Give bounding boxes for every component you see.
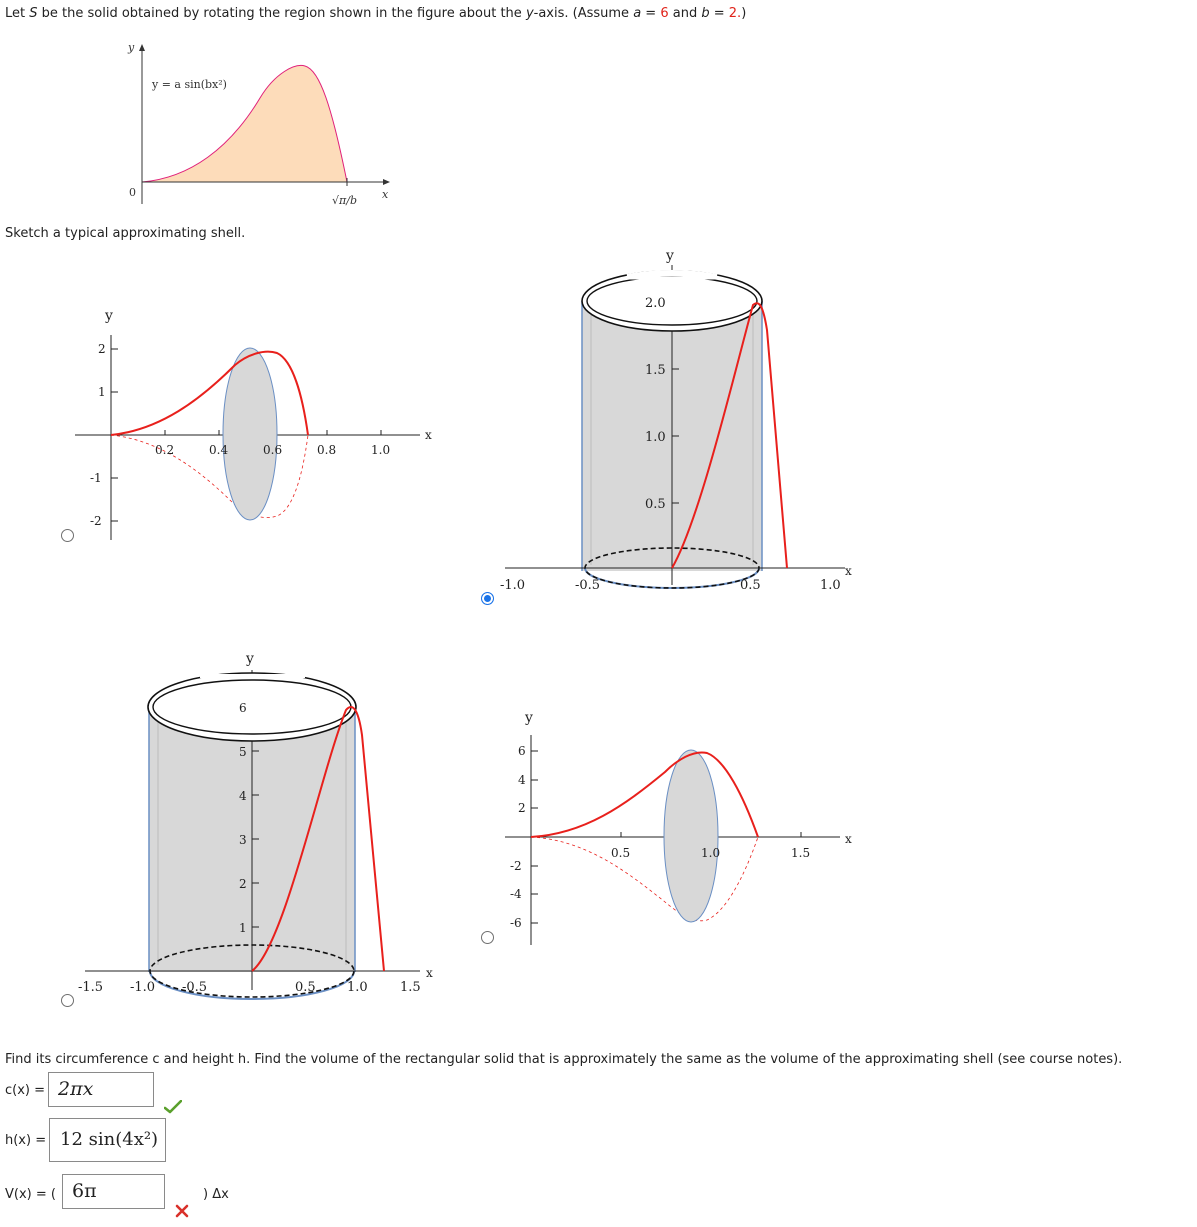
opt2-ytick-1: 1.5 (645, 363, 666, 378)
region-x-label: x (382, 188, 389, 201)
opt3-xtick-5: 1.5 (400, 980, 421, 995)
opt2-ytick-3: 0.5 (645, 497, 666, 512)
opt1-xtick-2: 0.6 (263, 443, 283, 457)
opt1-xtick-1: 0.4 (209, 443, 229, 457)
c-label: c(x) = (5, 1083, 46, 1098)
h-value: 12 sin(4x²) (60, 1129, 159, 1150)
option-2-radio[interactable] (481, 592, 494, 605)
opt3-ytick-4: 2 (239, 877, 247, 891)
opt3-x-label: x (426, 966, 433, 980)
opt3-ytick-0: 6 (239, 701, 247, 715)
opt4-ytick-2: 2 (518, 801, 526, 815)
opt1-xtick-0: 0.2 (155, 443, 175, 457)
opt4-xtick-1: 1.0 (701, 846, 721, 860)
opt1-ytick-2: -1 (90, 471, 102, 485)
opt3-xtick-4: 1.0 (347, 980, 368, 995)
v-label: V(x) = ( (5, 1187, 56, 1202)
region-x-arrow (383, 179, 390, 185)
v-value: 6π (72, 1180, 97, 1202)
opt4-ytick-4: -4 (510, 887, 522, 901)
region-origin-label: 0 (129, 186, 136, 199)
opt4-y-label: y (525, 710, 533, 726)
region-y-label: y (128, 41, 135, 54)
opt1-xtick-4: 1.0 (371, 443, 391, 457)
opt4-curve (531, 752, 758, 837)
sketch-prompt: Sketch a typical approximating shell. (5, 226, 246, 241)
opt2-x-label: x (845, 564, 852, 578)
region-curve-label: y = a sin(bx²) (152, 78, 227, 91)
opt1-ytick-0: 2 (98, 342, 106, 356)
opt1-y-label: y (105, 308, 113, 324)
region-figure (110, 38, 400, 213)
opt2-top-ellipse-inner (587, 277, 757, 325)
opt4-x-label: x (845, 832, 852, 846)
question-text: Let S be the solid obtained by rotating the region shown in the figure about the y-axis. (Assume a = 6 and b = 2.) (5, 6, 747, 21)
opt3-ytick-1: 5 (239, 745, 247, 759)
opt3-ytick-3: 3 (239, 833, 247, 847)
h-input[interactable] (49, 1118, 166, 1162)
opt2-xtick-0: -1.0 (500, 578, 526, 593)
opt1-curve (111, 352, 308, 435)
opt4-xtick-0: 0.5 (611, 846, 631, 860)
v-input[interactable] (62, 1174, 165, 1209)
option-4-radio[interactable] (481, 931, 494, 944)
c-input[interactable] (48, 1072, 154, 1107)
opt1-shell-ellipse (223, 348, 277, 520)
find-prompt: Find its circumference c and height h. Find the volume of the rectangular solid that is approximately the same as the volume of the approximating shell (see course notes). (5, 1052, 1123, 1067)
opt4-ytick-1: 4 (518, 773, 526, 787)
opt4-shell-ellipse (664, 750, 721, 922)
option-2-graph[interactable] (495, 240, 865, 600)
opt1-x-label: x (425, 428, 432, 442)
opt3-xtick-1: -1.0 (130, 980, 156, 995)
opt1-xtick-3: 0.8 (317, 443, 337, 457)
opt3-xtick-3: 0.5 (295, 980, 316, 995)
x-mark-icon (175, 1204, 189, 1218)
option-1-graph[interactable] (70, 300, 450, 550)
opt2-ytick-2: 1.0 (645, 430, 666, 445)
opt3-top-ellipse-inner (153, 680, 351, 734)
opt2-ytick-0: 2.0 (645, 296, 666, 311)
opt3-ytick-5: 1 (239, 921, 247, 935)
h-label: h(x) = (5, 1133, 47, 1148)
opt4-reflected-curve (531, 837, 758, 921)
v-suffix: ) Δx (203, 1187, 229, 1202)
opt4-ytick-3: -2 (510, 859, 522, 873)
region-end-label: √π/b (332, 194, 357, 207)
opt2-y-label: y (666, 248, 674, 264)
opt1-ytick-3: -2 (90, 514, 102, 528)
opt3-xtick-0: -1.5 (78, 980, 104, 995)
check-icon (164, 1100, 182, 1114)
opt3-xtick-2: -0.5 (182, 980, 208, 995)
opt3-y-label: y (246, 651, 254, 667)
option-4-graph[interactable] (495, 700, 865, 950)
opt4-ytick-0: 6 (518, 744, 526, 758)
opt4-xtick-2: 1.5 (791, 846, 811, 860)
opt4-ytick-5: -6 (510, 916, 522, 930)
opt3-ytick-2: 4 (239, 789, 247, 803)
region-y-arrow (139, 44, 145, 51)
opt2-xtick-2: 0.5 (740, 578, 761, 593)
opt2-xtick-3: 1.0 (820, 578, 841, 593)
opt1-ytick-1: 1 (98, 385, 106, 399)
opt2-xtick-1: -0.5 (575, 578, 601, 593)
c-value: 2πx (58, 1078, 94, 1100)
option-3-graph[interactable] (70, 645, 450, 1000)
